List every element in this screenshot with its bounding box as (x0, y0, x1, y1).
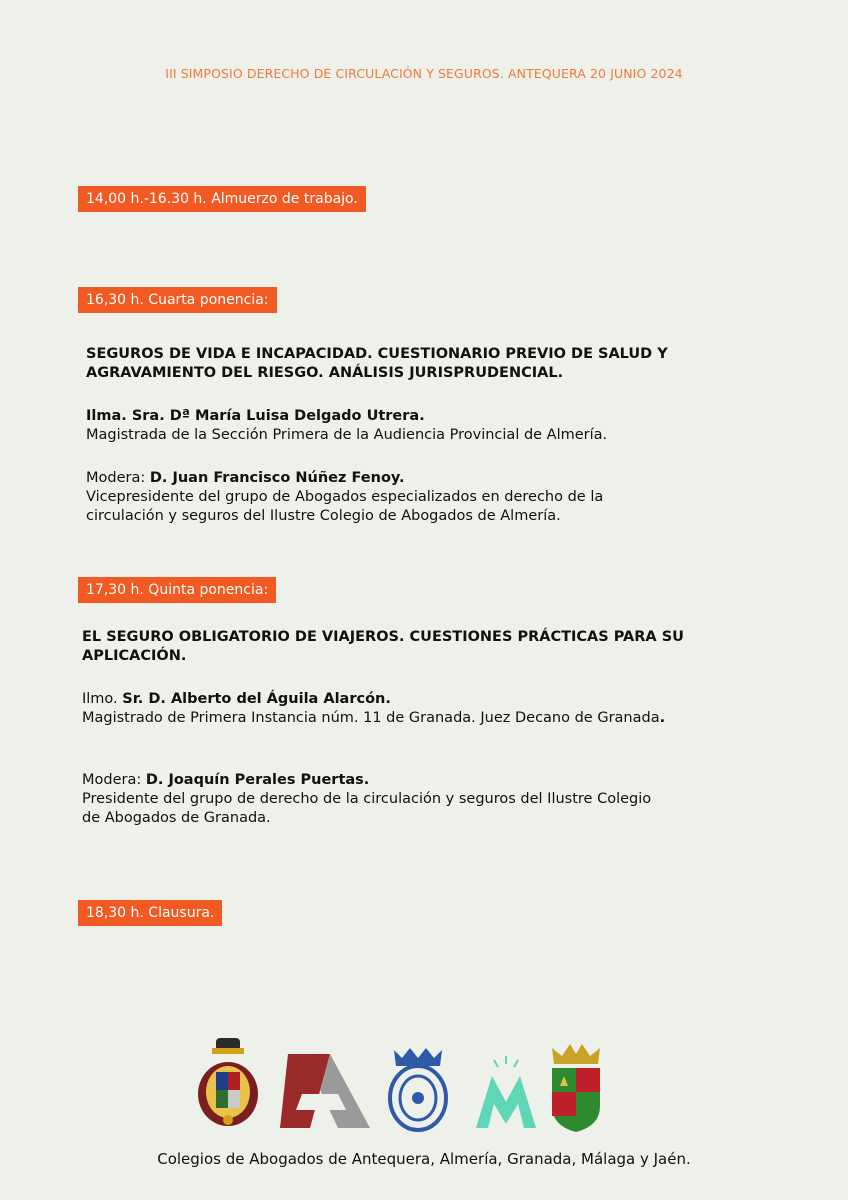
session5-speaker-name: Sr. D. Alberto del Águila Alarcón. (122, 691, 391, 707)
session4-block (86, 345, 766, 526)
malaga-m-logo-icon (476, 1056, 536, 1128)
closing-badge: 18,30 h. Clausura. (78, 900, 222, 926)
session5-speaker-prefix: Ilmo. (82, 691, 123, 707)
session4-badge: 16,30 h. Cuarta ponencia: (78, 287, 277, 313)
session4-moderator-role-line1: Vicepresidente del grupo de Abogados especializados en derecho de la (86, 489, 604, 505)
almeria-a-logo-icon (280, 1054, 370, 1128)
lunch-badge: 14,00 h.-16.30 h. Almuerzo de trabajo. (78, 186, 366, 212)
granada-crest-icon (386, 1046, 450, 1132)
session5-speaker (82, 690, 762, 709)
session5-moderator-role-line2: de Abogados de Granada. (82, 810, 271, 826)
document-header: III SIMPOSIO DERECHO DE CIRCULACIÓN Y SEGUROS. ANTEQUERA 20 JUNIO 2024 (165, 66, 683, 81)
session5-speaker-role: Magistrado de Primera Instancia núm. 11 de Granada. Juez Decano de Granada. (82, 710, 666, 726)
session4-speaker-role: Magistrada de la Sección Primera de la Audiencia Provincial de Almería. (86, 427, 608, 443)
antequera-crest-icon (194, 1036, 262, 1128)
jaen-crest-icon (544, 1042, 608, 1132)
session5-moderator-prefix: Modera: (82, 772, 146, 788)
session4-title-line2: AGRAVAMIENTO DEL RIESGO. ANÁLISIS JURISPRUDENCIAL. (86, 365, 564, 381)
session4-moderator-role-line2: circulación y seguros del Ilustre Colegio de Abogados de Almería. (86, 508, 561, 524)
session4-moderator-name: D. Juan Francisco Núñez Fenoy. (149, 470, 405, 486)
session5-title-line1: EL SEGURO OBLIGATORIO DE VIAJEROS. CUESTIONES PRÁCTICAS PARA SU (82, 629, 684, 645)
session4-speaker-name: Ilma. Sra. Dª María Luisa Delgado Utrera. (86, 408, 425, 424)
session5-badge: 17,30 h. Quinta ponencia: (78, 577, 276, 603)
session4-moderator (86, 469, 766, 488)
footer-text: Colegios de Abogados de Antequera, Almería, Granada, Málaga y Jaén. (157, 1150, 691, 1168)
session4-title-line1: SEGUROS DE VIDA E INCAPACIDAD. CUESTIONARIO PREVIO DE SALUD Y (86, 346, 668, 362)
session4-moderator-prefix: Modera: (86, 470, 150, 486)
session5-moderator-role-line1: Presidente del grupo de derecho de la circulación y seguros del Ilustre Colegio (82, 791, 652, 807)
session5-block (82, 628, 762, 828)
logo-row (0, 1036, 848, 1136)
session5-title-line2: APLICACIÓN. (82, 648, 187, 664)
session5-moderator (82, 771, 762, 790)
session5-moderator-name: D. Joaquín Perales Puertas. (145, 772, 370, 788)
